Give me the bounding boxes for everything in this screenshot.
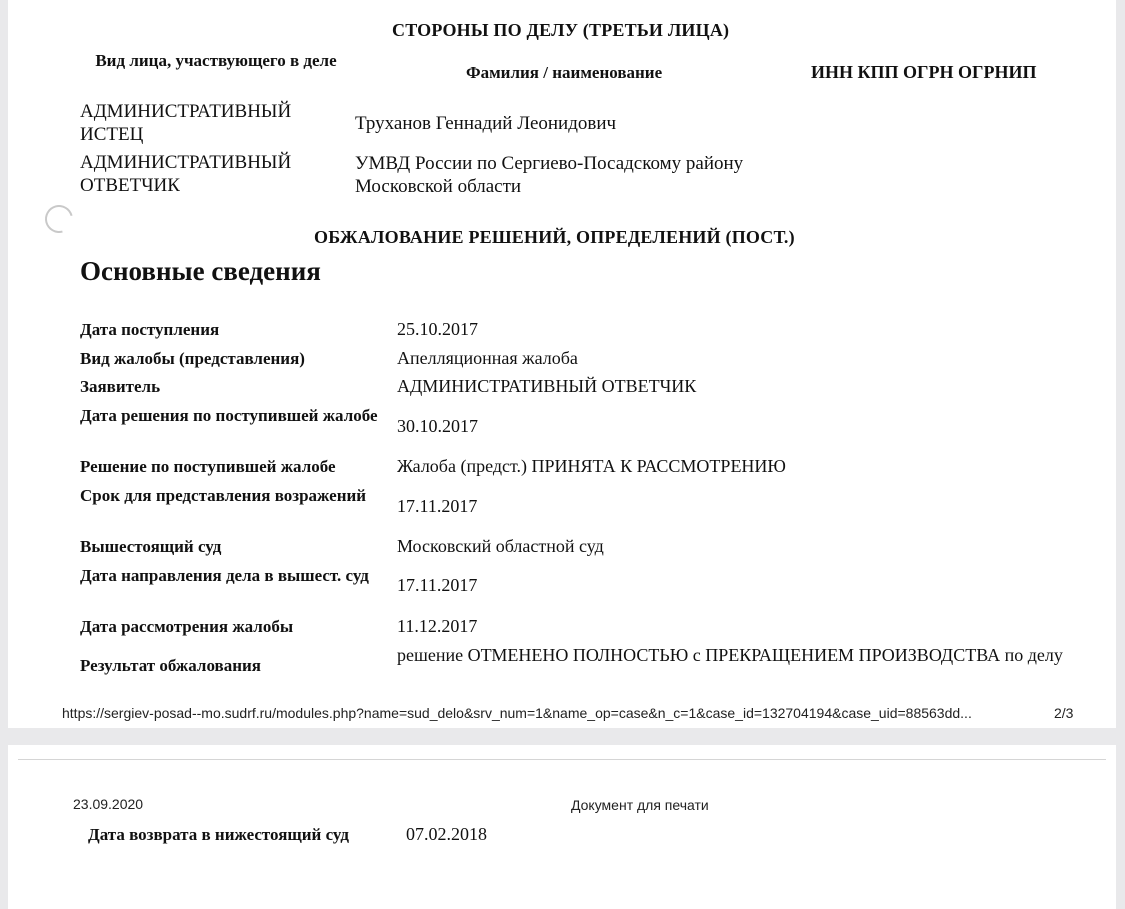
appeal-value-higher-court: Московский областной суд bbox=[397, 536, 604, 556]
return-date-value: 07.02.2018 bbox=[406, 824, 487, 844]
appeal-value-review-date: 11.12.2017 bbox=[397, 616, 478, 636]
parties-header-type: Вид лица, участвующего в деле bbox=[95, 51, 337, 70]
appeal-value-objection-deadline: 17.11.2017 bbox=[397, 496, 478, 516]
loading-spinner-icon bbox=[40, 200, 78, 238]
appeal-label-decision-date: Дата решения по поступившей жалобе bbox=[80, 406, 378, 425]
appeal-label-review-date: Дата рассмотрения жалобы bbox=[80, 617, 294, 636]
print-document-title: Документ для печати bbox=[571, 797, 709, 813]
party-name-2: УМВД России по Сергиево-Посадскому району Московской области bbox=[355, 153, 744, 197]
party-type-2: АДМИНИСТРАТИВНЫЙ ОТВЕТЧИК bbox=[80, 152, 292, 196]
print-page-1 bbox=[8, 0, 1116, 728]
party-type-1: АДМИНИСТРАТИВНЫЙ ИСТЕЦ bbox=[80, 101, 292, 145]
parties-header-name: Фамилия / наименование bbox=[466, 63, 663, 82]
appeal-label-received: Дата поступления bbox=[80, 320, 220, 339]
appeal-title: ОБЖАЛОВАНИЕ РЕШЕНИЙ, ОПРЕДЕЛЕНИЙ (ПОСТ.) bbox=[314, 227, 795, 247]
appeal-value-decision-date: 30.10.2017 bbox=[397, 416, 478, 436]
appeal-label-applicant: Заявитель bbox=[80, 377, 161, 396]
appeal-value-result: решение ОТМЕНЕНО ПОЛНОСТЬЮ с ПРЕКРАЩЕНИЕМ ПРОИЗВОДСТВА по делу bbox=[397, 645, 1063, 665]
parties-title: СТОРОНЫ ПО ДЕЛУ (ТРЕТЬИ ЛИЦА) bbox=[392, 20, 730, 40]
print-page-2 bbox=[8, 745, 1116, 909]
appeal-label-sent-date: Дата направления дела в вышест. суд bbox=[80, 566, 369, 585]
print-date: 23.09.2020 bbox=[73, 796, 144, 812]
appeal-label-decision: Решение по поступившей жалобе bbox=[80, 457, 336, 476]
parties-header-ids: ИНН КПП ОГРН ОГРНИП bbox=[811, 62, 1037, 82]
appeal-heading: Основные сведения bbox=[80, 256, 321, 286]
party-name-1: Труханов Геннадий Леонидович bbox=[355, 113, 617, 134]
appeal-value-decision: Жалоба (предст.) ПРИНЯТА К РАССМОТРЕНИЮ bbox=[397, 456, 786, 476]
footer-page-number: 2/3 bbox=[1054, 705, 1074, 721]
appeal-value-kind: Апелляционная жалоба bbox=[397, 348, 578, 368]
page-divider bbox=[18, 759, 1106, 760]
appeal-label-objection-deadline: Срок для представления возражений bbox=[80, 486, 367, 505]
footer-url: https://sergiev-posad--mo.sudrf.ru/modules.php?name=sud_delo&srv_num=1&name_op=case&n_c=1&case_id=132704194&case_uid=88563dd... bbox=[62, 705, 972, 721]
return-date-label: Дата возврата в нижестоящий суд bbox=[88, 825, 349, 844]
appeal-value-applicant: АДМИНИСТРАТИВНЫЙ ОТВЕТЧИК bbox=[397, 376, 697, 396]
appeal-value-received: 25.10.2017 bbox=[397, 319, 478, 339]
appeal-value-sent-date: 17.11.2017 bbox=[397, 575, 478, 595]
appeal-label-result: Результат обжалования bbox=[80, 656, 261, 675]
appeal-label-higher-court: Вышестоящий суд bbox=[80, 537, 222, 556]
appeal-label-kind: Вид жалобы (представления) bbox=[80, 349, 305, 368]
